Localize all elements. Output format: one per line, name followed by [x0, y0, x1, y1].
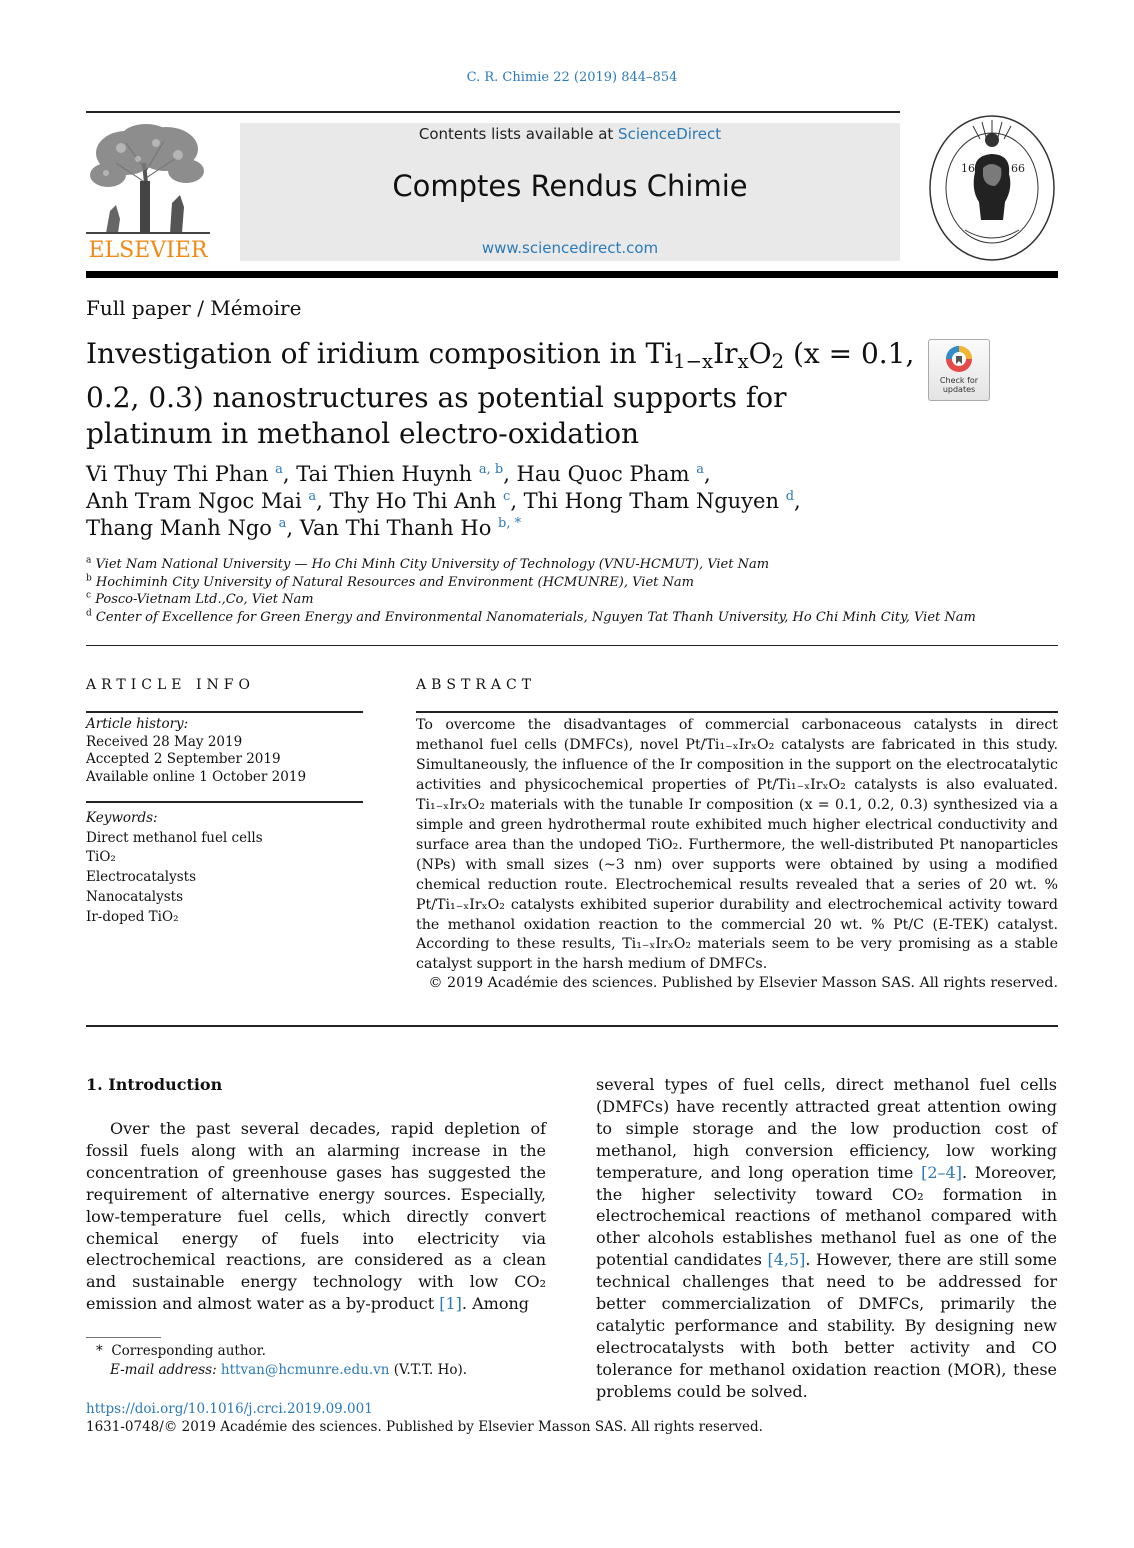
article-title	[86, 336, 916, 452]
doi-link[interactable]: https://doi.org/10.1016/j.crci.2019.09.001	[86, 1401, 373, 1417]
abstract-heading: ABSTRACT	[416, 677, 537, 693]
paragraph-text: . However, there are still some technical challenges that need to be addressed for better commercialization of DMFCs, primarily the catalytic performance and stability. By designing new electrocatalysts with both better activity and CO tolerance for methanol oxidation reaction (MOR), these problems could be solved.	[596, 1250, 1057, 1401]
journal-url-link[interactable]: www.sciencedirect.com	[481, 239, 659, 257]
author-separator: ,	[510, 489, 524, 513]
author-affiliation-mark[interactable]: a	[275, 462, 283, 477]
author-separator: ,	[282, 462, 297, 486]
seal-year-left: 16	[961, 162, 975, 175]
abstract-body: To overcome the disadvantages of commercial carbonaceous catalysts in direct methanol fuel cells (DMFCs), novel Pt/Ti₁₋ₓIrₓO₂ catalysts are fabricated in this study. Simultaneously, the influence of the Ir composition in the support on the electrocatalytic activities and physicochemical properties of Pt/Ti₁₋ₓIrₓO₂ catalysts is also evaluated. Ti₁₋ₓIrₓO₂ materials with the tunable Ir composition (x = 0.1, 0.2, 0.3) synthesized via a simple and green hydrothermal route exhibited much higher electrical conductivity and surface area than the undoped TiO₂. Furthermore, the well-distributed Pt nanoparticles (NPs) with small sizes (~3 nm) over supports were obtained by using a modified chemical reduction route. Electrochemical results revealed that a series of 20 wt. % Pt/Ti₁₋ₓIrₓO₂ catalysts exhibited superior durability and electrochemical activity toward the methanol oxidation reaction to the commercial 20 wt. % Pt/C (E-TEK) catalyst. According to these results, Ti₁₋ₓIrₓO₂ materials seem to be very promising as a stable catalyst support in the harsh medium of DMFCs.	[416, 717, 1058, 973]
affiliation-item	[86, 574, 1066, 592]
sciencedirect-link[interactable]: ScienceDirect	[618, 125, 722, 143]
affiliation-label: a	[86, 555, 92, 566]
history-online: Available online 1 October 2019	[86, 768, 307, 785]
paragraph-text: . Moreover, the higher selectivity toward CO₂ formation in electrochemical reactions of methanol compared with other alcohols establishes methanol fuel as one of the potential candidates	[596, 1162, 1058, 1270]
paragraph	[86, 1118, 546, 1315]
author-entry	[300, 516, 521, 540]
footnote-line	[96, 1342, 467, 1361]
affiliation-text: Viet Nam National University — Ho Chi Minh City University of Technology (VNU-HCMUT), Viet Nam	[95, 557, 770, 572]
paragraph	[596, 1074, 1057, 1403]
keywords-label: Keywords:	[86, 810, 158, 826]
author-list	[86, 461, 986, 542]
elsevier-logo	[86, 123, 210, 263]
author-name[interactable]: Hau Quoc Pham	[516, 462, 690, 486]
contents-prefix: Contents lists available at	[418, 125, 619, 143]
affiliation-label: d	[86, 608, 92, 619]
affiliation-list	[86, 556, 1066, 627]
history-received: Received 28 May 2019	[86, 733, 243, 750]
elsevier-wordmark: ELSEVIER	[88, 238, 208, 263]
author-separator: ,	[316, 489, 330, 513]
top-rule	[86, 111, 900, 113]
section-type: Full paper / Mémoire	[86, 296, 302, 320]
body-column-right	[596, 1074, 1057, 1403]
affiliation-item	[86, 556, 1066, 574]
academie-seal	[925, 110, 1059, 262]
journal-title: Comptes Rendus Chimie	[392, 169, 748, 203]
title-subscript-2: x	[737, 349, 749, 373]
author-entry	[524, 489, 801, 513]
history-accepted: Accepted 2 September 2019	[86, 751, 281, 767]
abstract-rule	[416, 711, 1058, 713]
author-separator: ,	[286, 516, 300, 540]
footnote-mark: *	[96, 1343, 103, 1359]
abstract-copyright: © 2019 Académie des sciences. Published by Elsevier Masson SAS. All rights reserved.	[428, 975, 1058, 991]
journal-banner	[240, 123, 900, 261]
check-updates-icon	[929, 340, 989, 376]
citation-link[interactable]: [2–4]	[921, 1162, 962, 1182]
article-info-rule	[86, 711, 363, 713]
keyword-item: Electrocatalysts	[86, 869, 197, 886]
title-text-4: (x = 0.1, 0.2, 0.3) nanostructures as potential supports for platinum in methanol electro-oxidation	[86, 337, 915, 450]
issn-copyright: 1631-0748/© 2019 Académie des sciences. Published by Elsevier Masson SAS. All rights reserved.	[86, 1419, 763, 1435]
author-separator: ,	[703, 462, 711, 486]
author-affiliation-mark[interactable]: a	[278, 516, 287, 531]
body-column-left	[86, 1118, 546, 1315]
citation-link[interactable]: [1]	[439, 1294, 462, 1314]
author-name[interactable]: Van Thi Thanh Ho	[299, 516, 492, 540]
author-name[interactable]: Tai Thien Huynh	[296, 462, 473, 486]
paragraph-text: several types of fuel cells, direct methanol fuel cells (DMFCs) have recently attracted great attention owing to simple storage and the low production cost of methanol, high conversion efficiency, low working temperature, and long operation time	[596, 1075, 1057, 1182]
seal-year-right: 66	[1011, 162, 1025, 175]
citation-link[interactable]: [4,5]	[767, 1250, 806, 1270]
affiliation-label: b	[86, 573, 92, 584]
footnote-text: Corresponding author.	[111, 1343, 266, 1359]
author-name[interactable]: Thang Manh Ngo	[86, 516, 272, 540]
author-affiliation-mark[interactable]: a	[308, 489, 317, 504]
author-entry	[296, 462, 516, 486]
author-affiliation-mark[interactable]: a	[696, 462, 704, 477]
author-entry	[86, 489, 330, 513]
affiliation-label: c	[86, 591, 92, 602]
author-name[interactable]: Anh Tram Ngoc Mai	[86, 489, 302, 513]
paragraph-text: Over the past several decades, rapid depletion of fossil fuels along with an alarming increase in the concentration of greenhouse gases has suggested the requirement of alternative energy sources. Especially, low-temperature fuel cells, which directly convert chemical energy of fuels into electricity via electrochemical reactions, are considered as a clean and sustainable energy technology with low CO₂ emission and almost water as a by-product	[86, 1119, 546, 1314]
title-text-2: Ir	[713, 337, 738, 370]
author-entry	[86, 516, 300, 540]
author-affiliation-mark[interactable]: a, b	[478, 462, 504, 477]
check-updates-label: Check for updates	[939, 376, 979, 394]
footnote-rule	[86, 1337, 161, 1338]
email-link[interactable]: httvan@hcmunre.edu.vn	[220, 1362, 390, 1378]
affiliation-item	[86, 591, 1066, 609]
author-affiliation-mark[interactable]: b, *	[498, 516, 522, 531]
author-name[interactable]: Thy Ho Thi Anh	[329, 489, 497, 513]
keywords-block	[86, 809, 363, 927]
author-name[interactable]: Thi Hong Tham Nguyen	[523, 489, 779, 513]
title-text-1: Investigation of iridium composition in Ti	[86, 337, 674, 370]
keyword-item: Ir-doped TiO₂	[86, 908, 179, 925]
title-subscript-3: 2	[771, 349, 785, 373]
author-affiliation-mark[interactable]: d	[785, 489, 795, 504]
corresponding-author-footnote	[96, 1342, 467, 1380]
author-affiliation-mark[interactable]: c	[503, 489, 511, 504]
affiliation-rule	[86, 645, 1058, 646]
affiliation-text: Center of Excellence for Green Energy and Environmental Nanomaterials, Nguyen Tat Thanh University, Ho Chi Minh City, Viet Nam	[95, 610, 976, 626]
email-line	[96, 1361, 467, 1380]
paragraph-text: . Among	[461, 1294, 529, 1314]
keyword-item: TiO₂	[86, 849, 116, 866]
affiliation-text: Posco-Vietnam Ltd.,Co, Viet Nam	[95, 592, 314, 608]
affiliation-text: Hochiminh City University of Natural Resources and Environment (HCMUNRE), Viet Nam	[95, 574, 694, 590]
author-name[interactable]: Vi Thuy Thi Phan	[86, 462, 269, 486]
keyword-item: Direct methanol fuel cells	[86, 829, 263, 846]
check-for-updates-button[interactable]	[928, 339, 990, 401]
author-entry	[517, 462, 711, 486]
contents-line	[240, 125, 900, 143]
keywords-rule	[86, 801, 363, 803]
journal-citation: C. R. Chimie 22 (2019) 844–854	[466, 70, 678, 85]
article-info-heading: ARTICLE INFO	[86, 677, 255, 693]
author-separator: ,	[794, 489, 801, 513]
elsevier-tree-icon	[86, 123, 210, 235]
article-history	[86, 716, 363, 786]
email-label: E-mail address:	[110, 1362, 217, 1378]
keyword-item: Nanocatalysts	[86, 888, 183, 905]
section-heading-introduction: 1. Introduction	[86, 1075, 223, 1094]
masthead-thick-rule	[86, 271, 1058, 278]
title-text-3: O	[748, 337, 772, 370]
academie-seal-icon	[925, 110, 1059, 262]
author-entry	[330, 489, 524, 513]
affiliation-item	[86, 609, 1066, 627]
title-subscript-1: 1−x	[673, 349, 714, 373]
history-label: Article history:	[86, 716, 189, 732]
email-owner: (V.T.T. Ho).	[393, 1362, 468, 1378]
author-entry	[86, 462, 296, 486]
abstract-end-rule	[86, 1025, 1058, 1027]
author-separator: ,	[503, 462, 517, 486]
